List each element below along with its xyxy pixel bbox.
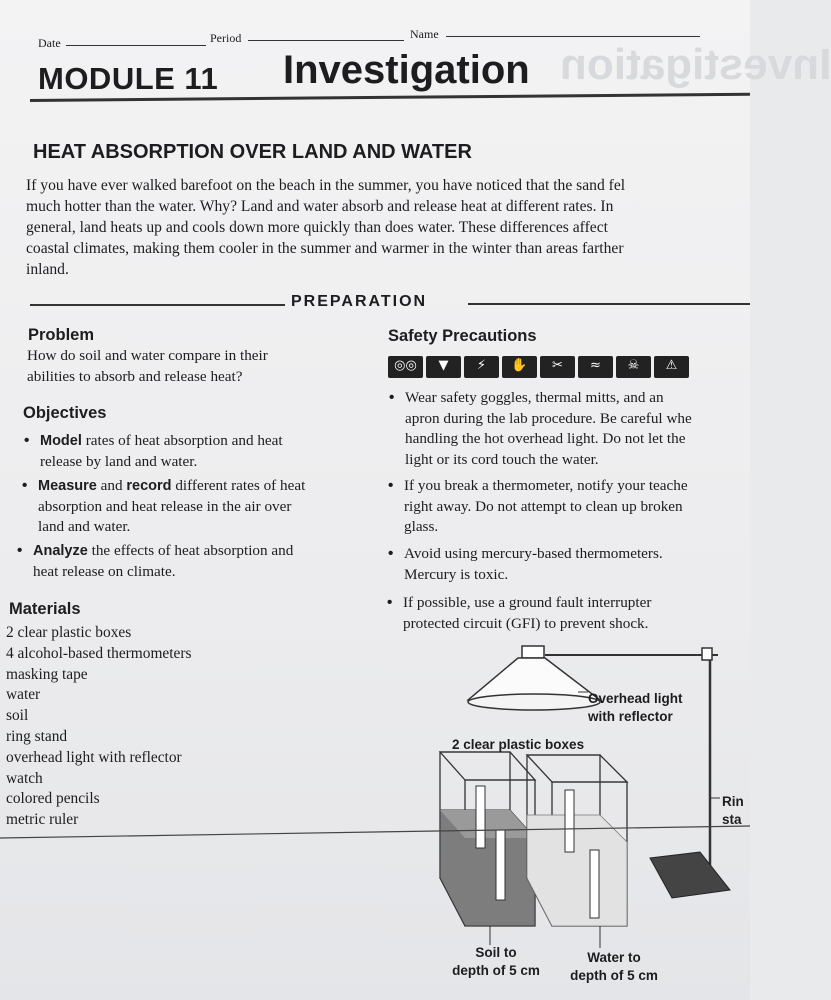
list-item: watch (6, 769, 43, 787)
safety-item: • If you break a thermometer, notify your teache right away. Do not attempt to clean up broken glass. (404, 476, 688, 538)
safety-line: If you break a thermometer, notify your teache (404, 477, 688, 494)
list-item: 4 alcohol-based thermometers (6, 644, 192, 662)
name-line[interactable] (446, 36, 700, 37)
objective-text: different rates of heat (171, 477, 306, 494)
intro-line: If you have ever walked barefoot on the beach in the summer, you have noticed that the sand fel (26, 177, 626, 194)
ring-label-line: sta (722, 812, 742, 827)
safety-line: light or its cord touch the water. (405, 450, 599, 468)
page-title: HEAT ABSORPTION OVER LAND AND WATER (33, 141, 472, 163)
period-label: Period (210, 31, 242, 45)
safety-item: • If possible, use a ground fault interrupter protected circuit (GFI) to prevent shock. (403, 593, 651, 634)
intro-line: coastal climates, making them cooler in the summer and warmer in the winter than areas farther (26, 240, 624, 257)
safety-icons (388, 356, 692, 378)
objective-text: and (96, 477, 127, 494)
list-item: overhead light with reflector (6, 748, 182, 766)
list-item: water (6, 686, 41, 704)
name-label: Name (410, 27, 439, 41)
safety-line: protected circuit (GFI) to prevent shock. (403, 614, 649, 632)
light-label (588, 690, 683, 726)
date-line[interactable] (66, 45, 206, 46)
materials-heading: Materials (9, 600, 81, 618)
apparatus-diagram (0, 630, 750, 1000)
safety-line: right away. Do not attempt to clean up broken (404, 497, 683, 515)
objective-text: rates of heat absorption and heat (81, 432, 283, 449)
objectives-heading: Objectives (23, 404, 107, 422)
safety-line: Mercury is toxic. (404, 565, 509, 583)
problem-line: abilities to absorb and release heat? (27, 367, 243, 385)
period-line[interactable] (248, 40, 404, 41)
thermal-icon: ✋ (502, 356, 537, 378)
objective-text: heat release on climate. (33, 562, 176, 580)
safety-line: If possible, use a ground fault interrupter (403, 594, 652, 611)
date-label: Date (38, 36, 61, 50)
problem-heading: Problem (28, 326, 95, 344)
soil-label-line: depth of 5 cm (452, 963, 540, 978)
breakage-icon: ⚠ (654, 356, 689, 378)
list-item: soil (6, 707, 29, 725)
ring-label-line: Rin (722, 794, 744, 809)
objective-keyword: record (126, 478, 172, 494)
problem-line: How do soil and water compare in their (27, 347, 268, 364)
ghost-text: Investigation (560, 40, 831, 89)
objective-item: • Analyze the effects of heat absorption and heat release on climate. (33, 541, 293, 582)
objective-item: • Measure and record different rates of heat absorption and heat release in the air over land and water. (38, 476, 305, 538)
intro-line: general, land heats up and cools down more quickly than does water. These differences affect (26, 219, 608, 236)
intro-line: inland. (26, 261, 69, 278)
water-box (527, 755, 627, 926)
list-item: metric ruler (6, 811, 79, 829)
apron-icon: ▼ (426, 356, 461, 378)
problem-text (27, 346, 268, 387)
objective-keyword: Model (40, 433, 82, 449)
safety-line: handling the hot overhead light. Do not let the (405, 430, 686, 447)
poison-icon: ☠ (616, 356, 651, 378)
objective-keyword: Analyze (33, 543, 88, 559)
light-label-line: with reflector (588, 709, 673, 724)
water-label-line: Water to (587, 950, 641, 965)
safety-line: Wear safety goggles, thermal mitts, and an (405, 389, 664, 406)
objective-text: absorption and heat release in the air over (38, 497, 292, 515)
electrical-icon: ⚡ (464, 356, 499, 378)
objective-item: • Model rates of heat absorption and heat release by land and water. (40, 431, 283, 472)
objective-text: the effects of heat absorption and (87, 542, 294, 559)
light-label-line: Overhead light (588, 691, 683, 706)
water-label-line: depth of 5 cm (570, 968, 658, 983)
objective-keyword: Measure (38, 478, 97, 494)
objective-text: release by land and water. (40, 452, 198, 470)
lamp-socket (522, 646, 544, 658)
safety-line: Avoid using mercury-based thermometers. (404, 545, 663, 562)
ring-stand-base (650, 852, 730, 898)
list-item: ring stand (6, 727, 68, 745)
lamp-rim (468, 694, 600, 710)
soil-label-line: Soil to (475, 945, 517, 960)
list-item: masking tape (6, 665, 88, 683)
prep-rule-right (468, 303, 750, 305)
safety-item: • Wear safety goggles, thermal mitts, and an apron during the lab procedure. Be careful whe handling the hot overhead light. Do not let the light or its cord touch the water. (405, 388, 692, 470)
handwash-icon: ≈ (578, 356, 613, 378)
intro-paragraph (26, 175, 625, 280)
list-item: colored pencils (6, 790, 100, 808)
objective-text: land and water. (38, 518, 131, 535)
preparation-heading: PREPARATION (291, 293, 428, 310)
soil-label (444, 944, 548, 980)
table-edge (0, 826, 750, 838)
safety-line: apron during the lab procedure. Be careful whe (405, 409, 692, 427)
soil-box (440, 752, 535, 926)
safety-line: glass. (404, 518, 439, 535)
prep-rule-left (30, 304, 285, 306)
list-item: 2 clear plastic boxes (6, 624, 132, 641)
sharp-icon: ✂ (540, 356, 575, 378)
clamp (702, 648, 712, 660)
intro-line: much hotter than the water. Why? Land and water absorb and release heat at different rates. In (26, 198, 614, 215)
investigation-label: Investigation (283, 48, 530, 92)
ring-stand-label (722, 793, 744, 829)
goggles-icon: ◎◎ (388, 356, 423, 378)
water-label (562, 949, 666, 985)
safety-heading: Safety Precautions (388, 327, 537, 345)
module-label: MODULE 11 (38, 61, 219, 96)
boxes-label: 2 clear plastic boxes (452, 737, 585, 752)
safety-item: • Avoid using mercury-based thermometers. Mercury is toxic. (404, 544, 663, 585)
